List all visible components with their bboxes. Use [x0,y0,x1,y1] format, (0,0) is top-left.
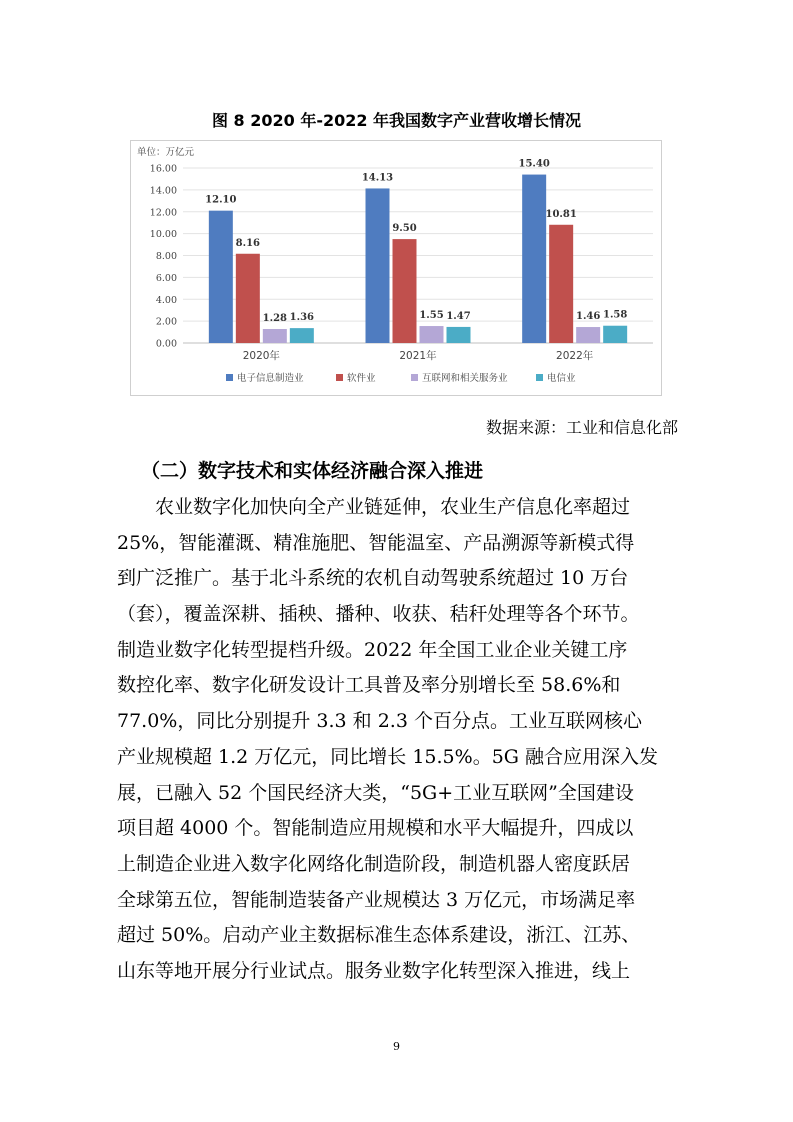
bar [209,211,233,343]
legend-swatch [226,374,233,381]
data-label: 9.50 [392,223,417,235]
y-tick-label: 0.00 [155,338,177,350]
bar [447,327,471,343]
bar-chart [130,140,662,396]
data-label: 1.36 [289,312,315,324]
x-tick-label: 2020年 [242,350,280,362]
y-tick-label: 4.00 [155,294,177,306]
legend-swatch [336,374,343,381]
legend-swatch [411,374,418,381]
data-label: 12.10 [205,194,237,206]
paragraph-line: 25%，智能灌溉、精准施肥、智能温室、产品溯源等新模式得 [117,531,635,554]
chart-svg [131,141,661,395]
bar [522,175,546,343]
bar [549,225,573,343]
bar [263,329,287,343]
y-tick-label: 6.00 [155,272,177,284]
bar [576,327,600,343]
paragraph-line: （套），覆盖深耕、插秧、播种、收获、秸秆处理等各个环节。 [117,603,640,626]
data-label: 1.46 [575,311,601,323]
y-tick-label: 16.00 [149,163,177,175]
legend-label: 电信业 [547,373,576,384]
legend-label: 软件业 [347,373,376,384]
bar [603,326,627,343]
data-label: 15.40 [518,158,550,170]
bar [366,188,390,343]
legend-swatch [536,374,543,381]
data-label: 1.55 [419,310,444,322]
data-label: 1.58 [602,309,628,321]
data-label: 14.13 [361,172,394,184]
paragraph-line: 产业规模超 1.2 万亿元，同比增长 15.5%。5G 融合应用深入发 [117,745,659,768]
data-label: 1.28 [262,313,288,324]
data-label: 10.81 [545,208,577,220]
legend-label: 电子信息制造业 [237,373,304,384]
paragraph-line: 超过 50%。启动产业主数据标准生态体系建设，浙江、江苏、 [117,924,641,947]
y-tick-label: 10.00 [149,229,177,241]
y-tick-label: 8.00 [155,251,177,262]
page-number: 9 [393,1040,400,1053]
figure-title: 图 8 2020 年-2022 年我国数字产业营收增长情况 [211,111,582,130]
paragraph-line: 上制造企业进入数字化网络化制造阶段，制造机器人密度跃居 [117,852,631,875]
paragraph-line: 数控化率、数字化研发设计工具普及率分别增长至 58.6%和 [117,674,621,697]
paragraph-line: 77.0%，同比分别提升 3.3 和 2.3 个百分点。工业互联网核心 [117,710,642,733]
data-source: 数据来源：工业和信息化部 [485,418,678,437]
legend-label: 互联网和相关服务业 [422,373,508,384]
x-tick-label: 2022年 [556,350,594,362]
bar [420,326,444,343]
paragraph-line: 展，已融入 52 个国民经济大类，“5G+工业互联网”全国建设 [117,781,634,804]
bar [393,239,417,343]
paragraph-line: 山东等地开展分行业试点。服务业数字化转型深入推进，线上 [117,959,631,982]
body-paragraph [117,490,683,990]
paragraph-line: 制造业数字化转型提档升级。2022 年全国工业企业关键工序 [117,638,628,661]
data-label: 8.16 [235,237,261,249]
x-tick-label: 2021年 [399,350,437,362]
paragraph-line: 全球第五位，智能制造装备产业规模达 3 万亿元，市场满足率 [117,888,636,911]
paragraph-line: 项目超 4000 个。智能制造应用规模和水平大幅提升，四成以 [117,817,634,840]
y-tick-label: 14.00 [149,185,177,197]
data-label: 1.47 [446,310,471,322]
section-heading: （二）数字技术和实体经济融合深入推进 [141,460,484,482]
bar [236,254,260,343]
paragraph-line: 农业数字化加快向全产业链延伸，农业生产信息化率超过 [155,496,631,518]
bar [290,328,314,343]
y-tick-label: 12.00 [149,207,177,219]
y-tick-label: 2.00 [155,316,177,328]
unit-label: 单位：万亿元 [137,147,195,158]
paragraph-line: 到广泛推广。基于北斗系统的农机自动驾驶系统超过 10 万台 [117,567,629,590]
